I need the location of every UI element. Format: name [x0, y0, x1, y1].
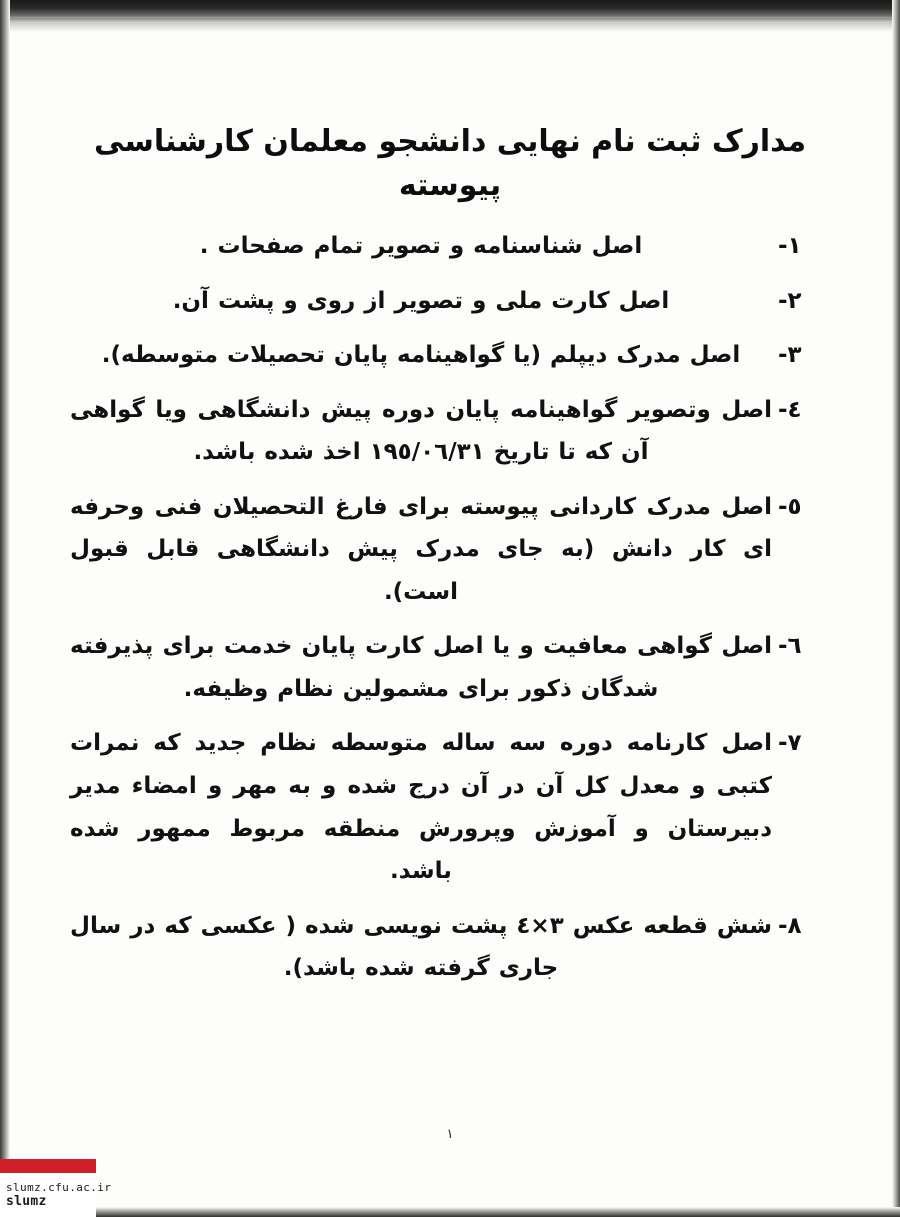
list-item-number: ٦-	[778, 633, 802, 660]
list-item-text: اصل وتصویر گواهینامه پایان دوره پیش دانشگاهی ویا گواهی آن که تا تاریخ ١٩٥/٠٦/٣١ اخذ شده باشد.	[70, 396, 772, 466]
list-item	[70, 486, 830, 614]
list-item-text: شش قطعه عکس ٣×٤ پشت نویسی شده ( عکسی که در سال جاری گرفته شده باشد).	[70, 912, 772, 982]
list-item-number: ١-	[778, 233, 802, 259]
scan-edge-left	[0, 0, 10, 1217]
list-item-text: اصل گواهی معافیت و یا اصل کارت پایان خدمت برای پذیرفته شدگان ذکور برای مشمولین نظام وظیفه.	[70, 633, 772, 702]
document-body	[70, 120, 830, 1002]
list-item-number: ٣-	[778, 342, 802, 369]
list-item-number: ٥-	[778, 493, 802, 520]
scan-edge-bottom	[0, 1207, 900, 1217]
list-item-number: ٧-	[778, 730, 802, 757]
list-item-text: اصل کارنامه دوره سه ساله متوسطه نظام جدید که نمرات کتبی و معدل کل آن در آن درج شده و به مهر و امضاء مدیر دبیرستان و آموزش وپرورش منطقه مربوط ممهور شده باشد.	[70, 730, 772, 885]
requirements-list	[70, 225, 830, 990]
list-item	[70, 905, 830, 990]
scan-edge-right	[892, 0, 900, 1217]
list-item	[70, 389, 830, 474]
list-item-text: اصل کارت ملی و تصویر از روی و پشت آن.	[172, 287, 670, 314]
page-title: مدارک ثبت نام نهایی دانشجو معلمان کارشناسی پیوسته	[93, 124, 807, 203]
list-item-number: ٢-	[778, 287, 802, 314]
list-item-number: ٤-	[778, 396, 802, 423]
list-item	[70, 225, 830, 268]
watermark-name: slumz	[6, 1194, 47, 1209]
page-number: ١	[446, 1127, 454, 1142]
site-watermark	[0, 1171, 112, 1217]
list-item-text: اصل مدرک کاردانی پیوسته برای فارغ التحصیلان فنی وحرفه ای کار دانش (به جای مدرک پیش دانشگاهی قابل قبول است).	[70, 493, 772, 605]
list-item	[70, 280, 830, 323]
list-item	[70, 625, 830, 710]
stamp-accent-bar	[0, 1159, 96, 1171]
list-item-text: اصل مدرک دیپلم (یا گواهینامه پایان تحصیلات متوسطه).	[101, 342, 741, 369]
list-item-number: ٨-	[778, 912, 802, 939]
list-item-text: اصل شناسنامه و تصویر تمام صفحات .	[199, 233, 643, 259]
list-item	[70, 334, 830, 377]
list-item	[70, 722, 830, 892]
scan-edge-top-shadow	[0, 18, 900, 32]
watermark-url: slumz.cfu.ac.ir	[6, 1181, 112, 1194]
